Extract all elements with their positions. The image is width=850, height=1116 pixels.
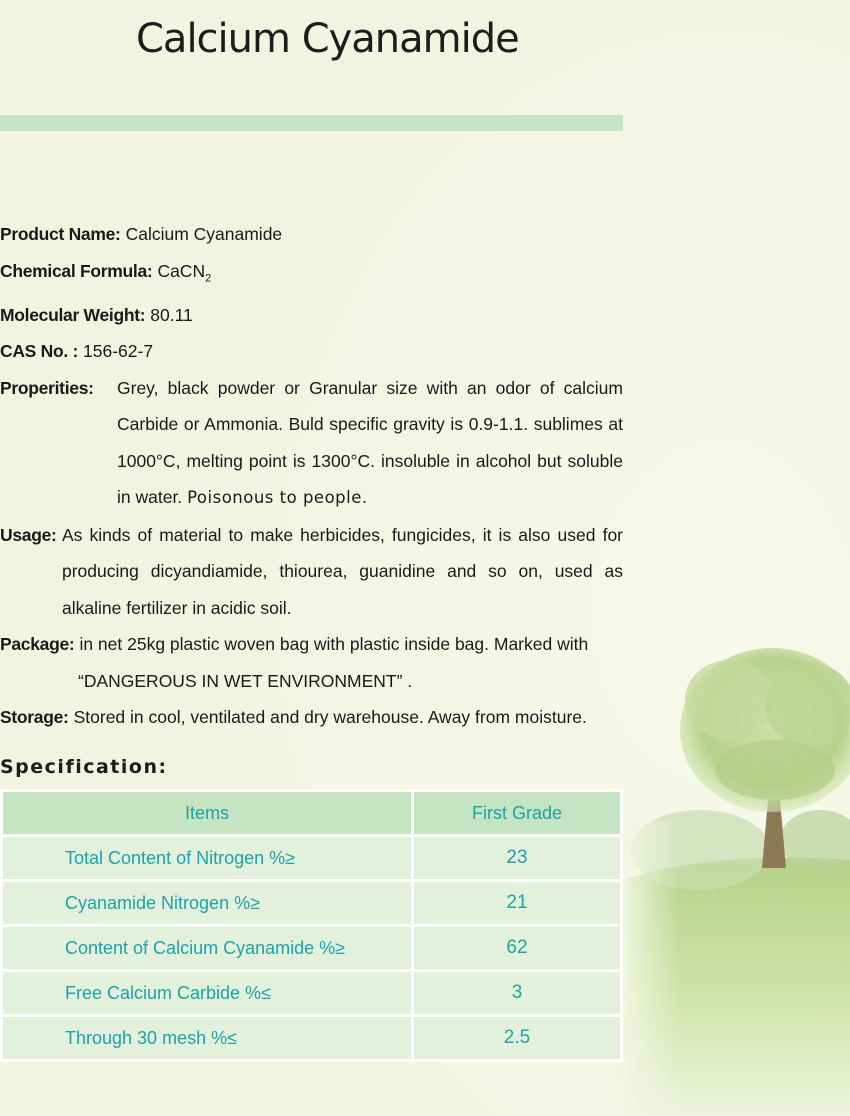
spec-item: Through 30 mesh %≤ xyxy=(2,1016,413,1061)
cas-no-label: CAS No. : xyxy=(0,341,78,361)
molecular-weight-value: 80.11 xyxy=(150,304,193,325)
usage-value: As kinds of material to make herbicides, fungicides, it is also used for producing dicyandiamide, thiourea, guanidine and so on, used as alkaline fertilizer in acidic soil. xyxy=(62,524,623,618)
spec-item: Free Calcium Carbide %≤ xyxy=(2,971,413,1016)
molecular-weight-row xyxy=(0,297,623,334)
product-name-label: Product Name: xyxy=(0,224,121,244)
package-value: in net 25kg plastic woven bag with plastic inside bag. Marked with xyxy=(79,634,589,654)
storage-value: Stored in cool, ventilated and dry warehouse. Away from moisture. xyxy=(73,707,587,727)
properties-label: Properities: xyxy=(0,377,94,398)
page-title: Calcium Cyanamide xyxy=(136,16,519,62)
cas-no-row xyxy=(0,333,623,370)
table-row xyxy=(2,836,622,881)
spec-value: 21 xyxy=(413,881,622,926)
table-row xyxy=(2,971,622,1016)
formula-subscript: 2 xyxy=(205,272,212,284)
spec-value: 3 xyxy=(413,971,622,1016)
package-row xyxy=(0,626,623,663)
spec-item: Cyanamide Nitrogen %≥ xyxy=(2,881,413,926)
package-label: Package: xyxy=(0,634,75,654)
header-first-grade: First Grade xyxy=(413,791,622,836)
cas-no-value: 156-62-7 xyxy=(83,341,154,361)
table-row xyxy=(2,881,622,926)
package-warning-text: “DANGEROUS IN WET ENVIRONMENT” . xyxy=(78,670,413,691)
storage-label: Storage: xyxy=(0,707,69,727)
properties-row xyxy=(0,370,623,517)
storage-row xyxy=(0,699,623,736)
molecular-weight-label: Molecular Weight: xyxy=(0,304,146,325)
table-row xyxy=(2,1016,622,1061)
product-info xyxy=(0,216,623,736)
spec-value: 23 xyxy=(413,836,622,881)
spec-item: Content of Calcium Cyanamide %≥ xyxy=(2,926,413,971)
usage-label: Usage: xyxy=(0,524,57,545)
product-name-row xyxy=(0,216,623,253)
formula-base: CaCN xyxy=(157,260,206,281)
poison-note: Poisonous to people. xyxy=(187,488,368,507)
properties-text: Grey, black powder or Granular size with an odor of calcium Carbide or Ammonia. Buld specific gravity is 0.9-1.1. sublimes at 1000°C, melting point is 1300°C. insoluble in alcohol but soluble in water. xyxy=(117,377,623,507)
usage-row xyxy=(0,517,623,627)
header-items: Items xyxy=(2,791,413,836)
chemical-formula-value xyxy=(152,253,211,297)
spec-value: 62 xyxy=(413,926,622,971)
table-header-row xyxy=(2,791,622,836)
spec-item: Total Content of Nitrogen %≥ xyxy=(2,836,413,881)
properties-value xyxy=(112,370,623,517)
specification-heading: Specification: xyxy=(0,756,168,778)
chemical-formula-label: Chemical Formula: xyxy=(0,260,153,281)
title-underline xyxy=(0,115,623,131)
product-name-value: Calcium Cyanamide xyxy=(125,224,283,244)
chemical-formula-row xyxy=(0,253,623,297)
spec-value: 2.5 xyxy=(413,1016,622,1061)
table-row xyxy=(2,926,622,971)
specification-table xyxy=(0,789,623,1062)
